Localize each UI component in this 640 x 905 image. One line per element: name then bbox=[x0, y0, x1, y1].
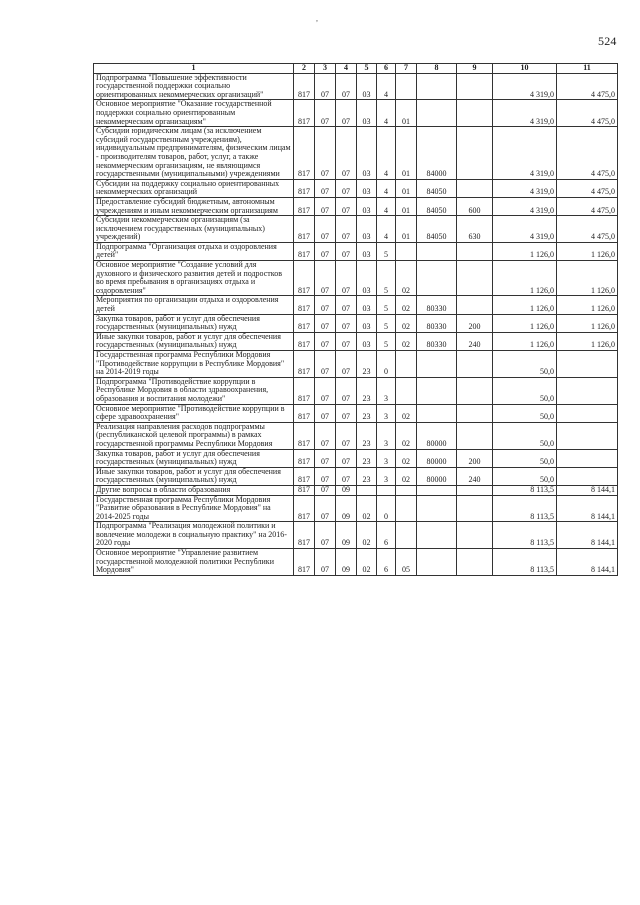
column-header: 3 bbox=[315, 64, 336, 74]
subsection-code-cell: 07 bbox=[336, 73, 357, 100]
subsection-code-cell: 07 bbox=[336, 261, 357, 296]
direction-code-cell bbox=[417, 485, 457, 495]
publisher-code-cell: 817 bbox=[294, 495, 315, 522]
amount-2018-cell: 4 319,0 bbox=[493, 179, 557, 197]
section-code-cell: 07 bbox=[315, 197, 336, 215]
expense-type-code-cell bbox=[457, 422, 493, 449]
row-name-cell: Государственная программа Республики Мордовия "Развитие образования в Республике Мордовия" на 2014-2025 годы bbox=[94, 495, 294, 522]
publisher-code-cell: 817 bbox=[294, 261, 315, 296]
event-code-cell bbox=[396, 351, 417, 378]
program-code-cell: 23 bbox=[357, 404, 377, 422]
row-name-cell: Мероприятия по организации отдыха и оздоровления детей bbox=[94, 296, 294, 314]
section-code-cell: 07 bbox=[315, 100, 336, 127]
event-code-cell: 01 bbox=[396, 216, 417, 243]
subprogram-code-cell: 4 bbox=[377, 179, 396, 197]
event-code-cell: 02 bbox=[396, 314, 417, 332]
amount-2019-cell: 4 475,0 bbox=[557, 100, 618, 127]
amount-2018-cell: 50,0 bbox=[493, 422, 557, 449]
event-code-cell bbox=[396, 377, 417, 404]
event-code-cell: 02 bbox=[396, 449, 417, 467]
subsection-code-cell: 09 bbox=[336, 549, 357, 576]
amount-2018-cell: 4 319,0 bbox=[493, 73, 557, 100]
event-code-cell: 01 bbox=[396, 100, 417, 127]
section-code-cell: 07 bbox=[315, 377, 336, 404]
row-name-cell: Основное мероприятие "Оказание государственной поддержки социально ориентированным некоммерческим организациям" bbox=[94, 100, 294, 127]
subprogram-code-cell: 5 bbox=[377, 242, 396, 260]
program-code-cell: 02 bbox=[357, 495, 377, 522]
event-code-cell: 05 bbox=[396, 549, 417, 576]
table-row bbox=[94, 467, 618, 485]
row-name-cell: Государственная программа Республики Мордовия "Противодействие коррупции в Республике Мордовия" на 2014-2019 годы bbox=[94, 351, 294, 378]
subsection-code-cell: 07 bbox=[336, 179, 357, 197]
amount-2018-cell: 1 126,0 bbox=[493, 332, 557, 350]
amount-2019-cell bbox=[557, 422, 618, 449]
subsection-code-cell: 07 bbox=[336, 404, 357, 422]
section-code-cell: 07 bbox=[315, 467, 336, 485]
publisher-code-cell: 817 bbox=[294, 522, 315, 549]
publisher-code-cell: 817 bbox=[294, 179, 315, 197]
amount-2019-cell bbox=[557, 449, 618, 467]
subprogram-code-cell: 3 bbox=[377, 377, 396, 404]
expense-type-code-cell bbox=[457, 127, 493, 180]
expense-type-code-cell bbox=[457, 485, 493, 495]
direction-code-cell bbox=[417, 377, 457, 404]
expense-type-code-cell bbox=[457, 404, 493, 422]
subsection-code-cell: 09 bbox=[336, 485, 357, 495]
publisher-code-cell: 817 bbox=[294, 100, 315, 127]
event-code-cell bbox=[396, 73, 417, 100]
table-row bbox=[94, 522, 618, 549]
row-name-cell: Основное мероприятие "Противодействие коррупции в сфере здравоохранения" bbox=[94, 404, 294, 422]
row-name-cell: Подпрограмма "Повышение эффективности государственной поддержки социально ориентированных некоммерческих организаций" bbox=[94, 73, 294, 100]
publisher-code-cell: 817 bbox=[294, 485, 315, 495]
section-code-cell: 07 bbox=[315, 449, 336, 467]
subsection-code-cell: 07 bbox=[336, 467, 357, 485]
amount-2019-cell: 8 144,1 bbox=[557, 522, 618, 549]
program-code-cell: 03 bbox=[357, 127, 377, 180]
row-name-cell: Предоставление субсидий бюджетным, автономным учреждениям и иным некоммерческим организациям bbox=[94, 197, 294, 215]
direction-code-cell bbox=[417, 351, 457, 378]
program-code-cell: 03 bbox=[357, 261, 377, 296]
subprogram-code-cell: 5 bbox=[377, 314, 396, 332]
expense-type-code-cell bbox=[457, 351, 493, 378]
row-name-cell: Субсидии юридическим лицам (за исключением субсидий государственным учреждениям), индивидуальным предпринимателям, физическим лицам - производителям товаров, работ, услуг, а также некоммерческим организациям, не являющимся государственными (муниципальными) учреждениями bbox=[94, 127, 294, 180]
program-code-cell: 23 bbox=[357, 377, 377, 404]
subsection-code-cell: 09 bbox=[336, 522, 357, 549]
amount-2018-cell: 8 113,5 bbox=[493, 522, 557, 549]
expense-type-code-cell bbox=[457, 242, 493, 260]
subsection-code-cell: 07 bbox=[336, 296, 357, 314]
program-code-cell: 03 bbox=[357, 100, 377, 127]
program-code-cell bbox=[357, 485, 377, 495]
amount-2019-cell: 1 126,0 bbox=[557, 296, 618, 314]
expense-type-code-cell bbox=[457, 522, 493, 549]
subsection-code-cell: 07 bbox=[336, 314, 357, 332]
table-row bbox=[94, 197, 618, 215]
event-code-cell: 01 bbox=[396, 127, 417, 180]
direction-code-cell: 84000 bbox=[417, 127, 457, 180]
direction-code-cell: 80330 bbox=[417, 314, 457, 332]
table-row bbox=[94, 422, 618, 449]
row-name-cell: Иные закупки товаров, работ и услуг для обеспечения государственных (муниципальных) нужд bbox=[94, 332, 294, 350]
section-code-cell: 07 bbox=[315, 314, 336, 332]
publisher-code-cell: 817 bbox=[294, 549, 315, 576]
publisher-code-cell: 817 bbox=[294, 422, 315, 449]
amount-2018-cell: 4 319,0 bbox=[493, 127, 557, 180]
program-code-cell: 03 bbox=[357, 73, 377, 100]
amount-2018-cell: 50,0 bbox=[493, 404, 557, 422]
table-row bbox=[94, 242, 618, 260]
publisher-code-cell: 817 bbox=[294, 332, 315, 350]
amount-2019-cell: 1 126,0 bbox=[557, 332, 618, 350]
subprogram-code-cell: 3 bbox=[377, 449, 396, 467]
column-header: 11 bbox=[557, 64, 618, 74]
direction-code-cell: 84050 bbox=[417, 179, 457, 197]
column-number-row bbox=[94, 64, 618, 74]
subprogram-code-cell: 5 bbox=[377, 261, 396, 296]
column-header: 1 bbox=[94, 64, 294, 74]
page-number: 524 bbox=[598, 34, 617, 48]
column-header: 6 bbox=[377, 64, 396, 74]
scan-mark: , bbox=[316, 14, 318, 23]
program-code-cell: 23 bbox=[357, 422, 377, 449]
section-code-cell: 07 bbox=[315, 495, 336, 522]
direction-code-cell bbox=[417, 404, 457, 422]
amount-2019-cell: 8 144,1 bbox=[557, 549, 618, 576]
amount-2019-cell: 4 475,0 bbox=[557, 197, 618, 215]
row-name-cell: Другие вопросы в области образования bbox=[94, 485, 294, 495]
event-code-cell bbox=[396, 242, 417, 260]
column-header: 7 bbox=[396, 64, 417, 74]
row-name-cell: Закупка товаров, работ и услуг для обеспечения государственных (муниципальных) нужд bbox=[94, 314, 294, 332]
section-code-cell: 07 bbox=[315, 296, 336, 314]
direction-code-cell: 80330 bbox=[417, 296, 457, 314]
section-code-cell: 07 bbox=[315, 73, 336, 100]
section-code-cell: 07 bbox=[315, 422, 336, 449]
expense-type-code-cell: 200 bbox=[457, 449, 493, 467]
row-name-cell: Подпрограмма "Организация отдыха и оздоровления детей" bbox=[94, 242, 294, 260]
expense-type-code-cell bbox=[457, 261, 493, 296]
publisher-code-cell: 817 bbox=[294, 314, 315, 332]
row-name-cell: Субсидии на поддержку социально ориентированных некоммерческих организаций bbox=[94, 179, 294, 197]
subsection-code-cell: 07 bbox=[336, 216, 357, 243]
program-code-cell: 03 bbox=[357, 332, 377, 350]
expense-type-code-cell: 600 bbox=[457, 197, 493, 215]
program-code-cell: 03 bbox=[357, 179, 377, 197]
section-code-cell: 07 bbox=[315, 485, 336, 495]
table-row bbox=[94, 549, 618, 576]
column-header: 2 bbox=[294, 64, 315, 74]
section-code-cell: 07 bbox=[315, 549, 336, 576]
amount-2019-cell: 4 475,0 bbox=[557, 179, 618, 197]
section-code-cell: 07 bbox=[315, 242, 336, 260]
subsection-code-cell: 07 bbox=[336, 332, 357, 350]
expense-type-code-cell bbox=[457, 377, 493, 404]
row-name-cell: Субсидии некоммерческим организациям (за исключением государственных (муниципальных) учреждений) bbox=[94, 216, 294, 243]
amount-2019-cell: 4 475,0 bbox=[557, 127, 618, 180]
table-row bbox=[94, 404, 618, 422]
subprogram-code-cell: 3 bbox=[377, 422, 396, 449]
budget-table bbox=[93, 63, 618, 576]
column-header: 4 bbox=[336, 64, 357, 74]
subsection-code-cell: 07 bbox=[336, 422, 357, 449]
row-name-cell: Подпрограмма "Противодействие коррупции в Республике Мордовия в области здравоохранения, образования и воспитания молодежи" bbox=[94, 377, 294, 404]
subsection-code-cell: 07 bbox=[336, 242, 357, 260]
table-row bbox=[94, 449, 618, 467]
column-header: 8 bbox=[417, 64, 457, 74]
column-header: 9 bbox=[457, 64, 493, 74]
table-row bbox=[94, 296, 618, 314]
program-code-cell: 23 bbox=[357, 351, 377, 378]
budget-table-body bbox=[94, 73, 618, 575]
table-row bbox=[94, 495, 618, 522]
amount-2019-cell: 1 126,0 bbox=[557, 314, 618, 332]
expense-type-code-cell: 240 bbox=[457, 467, 493, 485]
expense-type-code-cell bbox=[457, 100, 493, 127]
subprogram-code-cell: 4 bbox=[377, 100, 396, 127]
publisher-code-cell: 817 bbox=[294, 351, 315, 378]
expense-type-code-cell: 200 bbox=[457, 314, 493, 332]
amount-2019-cell: 4 475,0 bbox=[557, 216, 618, 243]
program-code-cell: 03 bbox=[357, 197, 377, 215]
publisher-code-cell: 817 bbox=[294, 127, 315, 180]
amount-2019-cell: 8 144,1 bbox=[557, 485, 618, 495]
event-code-cell: 02 bbox=[396, 332, 417, 350]
direction-code-cell bbox=[417, 242, 457, 260]
table-row bbox=[94, 332, 618, 350]
subsection-code-cell: 07 bbox=[336, 351, 357, 378]
subprogram-code-cell: 0 bbox=[377, 495, 396, 522]
event-code-cell bbox=[396, 485, 417, 495]
table-row bbox=[94, 261, 618, 296]
publisher-code-cell: 817 bbox=[294, 296, 315, 314]
expense-type-code-cell bbox=[457, 296, 493, 314]
subprogram-code-cell: 4 bbox=[377, 216, 396, 243]
table-row bbox=[94, 485, 618, 495]
row-name-cell: Основное мероприятие "Управление развитием государственной молодежной политики Республики Мордовия" bbox=[94, 549, 294, 576]
row-name-cell: Закупка товаров, работ и услуг для обеспечения государственных (муниципальных) нужд bbox=[94, 449, 294, 467]
amount-2019-cell: 1 126,0 bbox=[557, 242, 618, 260]
table-row bbox=[94, 73, 618, 100]
amount-2018-cell: 8 113,5 bbox=[493, 549, 557, 576]
direction-code-cell: 80000 bbox=[417, 422, 457, 449]
direction-code-cell: 84050 bbox=[417, 197, 457, 215]
subprogram-code-cell: 4 bbox=[377, 127, 396, 180]
expense-type-code-cell: 630 bbox=[457, 216, 493, 243]
direction-code-cell bbox=[417, 522, 457, 549]
publisher-code-cell: 817 bbox=[294, 377, 315, 404]
amount-2018-cell: 1 126,0 bbox=[493, 261, 557, 296]
program-code-cell: 02 bbox=[357, 549, 377, 576]
row-name-cell: Реализация направления расходов подпрограммы (республиканской целевой программы) в рамках государственной программы Республики Мордовия bbox=[94, 422, 294, 449]
publisher-code-cell: 817 bbox=[294, 73, 315, 100]
amount-2018-cell: 1 126,0 bbox=[493, 314, 557, 332]
amount-2018-cell: 50,0 bbox=[493, 467, 557, 485]
section-code-cell: 07 bbox=[315, 522, 336, 549]
publisher-code-cell: 817 bbox=[294, 404, 315, 422]
section-code-cell: 07 bbox=[315, 127, 336, 180]
publisher-code-cell: 817 bbox=[294, 197, 315, 215]
subprogram-code-cell: 0 bbox=[377, 351, 396, 378]
direction-code-cell bbox=[417, 261, 457, 296]
table-row bbox=[94, 216, 618, 243]
amount-2018-cell: 50,0 bbox=[493, 377, 557, 404]
program-code-cell: 03 bbox=[357, 242, 377, 260]
amount-2018-cell: 8 113,5 bbox=[493, 485, 557, 495]
amount-2019-cell bbox=[557, 404, 618, 422]
table-row bbox=[94, 314, 618, 332]
table-row bbox=[94, 179, 618, 197]
event-code-cell bbox=[396, 495, 417, 522]
amount-2019-cell: 4 475,0 bbox=[557, 73, 618, 100]
direction-code-cell bbox=[417, 549, 457, 576]
subsection-code-cell: 07 bbox=[336, 197, 357, 215]
amount-2018-cell: 8 113,5 bbox=[493, 495, 557, 522]
subsection-code-cell: 07 bbox=[336, 100, 357, 127]
event-code-cell: 02 bbox=[396, 261, 417, 296]
event-code-cell: 02 bbox=[396, 404, 417, 422]
program-code-cell: 03 bbox=[357, 216, 377, 243]
program-code-cell: 23 bbox=[357, 449, 377, 467]
table-row bbox=[94, 377, 618, 404]
subprogram-code-cell bbox=[377, 485, 396, 495]
subsection-code-cell: 07 bbox=[336, 377, 357, 404]
expense-type-code-cell: 240 bbox=[457, 332, 493, 350]
expense-type-code-cell bbox=[457, 179, 493, 197]
program-code-cell: 23 bbox=[357, 467, 377, 485]
amount-2019-cell bbox=[557, 377, 618, 404]
table-row bbox=[94, 351, 618, 378]
publisher-code-cell: 817 bbox=[294, 242, 315, 260]
row-name-cell: Подпрограмма "Реализация молодежной политики и вовлечение молодежи в социальную практику" на 2016-2020 годы bbox=[94, 522, 294, 549]
amount-2018-cell: 50,0 bbox=[493, 351, 557, 378]
section-code-cell: 07 bbox=[315, 351, 336, 378]
subprogram-code-cell: 3 bbox=[377, 404, 396, 422]
amount-2018-cell: 4 319,0 bbox=[493, 216, 557, 243]
direction-code-cell bbox=[417, 100, 457, 127]
column-header: 5 bbox=[357, 64, 377, 74]
amount-2019-cell: 1 126,0 bbox=[557, 261, 618, 296]
section-code-cell: 07 bbox=[315, 332, 336, 350]
amount-2018-cell: 4 319,0 bbox=[493, 100, 557, 127]
direction-code-cell: 80330 bbox=[417, 332, 457, 350]
publisher-code-cell: 817 bbox=[294, 216, 315, 243]
event-code-cell bbox=[396, 522, 417, 549]
expense-type-code-cell bbox=[457, 549, 493, 576]
amount-2018-cell: 1 126,0 bbox=[493, 242, 557, 260]
row-name-cell: Основное мероприятие "Создание условий для духовного и физического развития детей и подростков во время пребывания в организациях отдыха и оздоровления" bbox=[94, 261, 294, 296]
program-code-cell: 03 bbox=[357, 296, 377, 314]
program-code-cell: 03 bbox=[357, 314, 377, 332]
event-code-cell: 02 bbox=[396, 296, 417, 314]
direction-code-cell bbox=[417, 495, 457, 522]
amount-2019-cell: 8 144,1 bbox=[557, 495, 618, 522]
expense-type-code-cell bbox=[457, 495, 493, 522]
event-code-cell: 01 bbox=[396, 179, 417, 197]
event-code-cell: 02 bbox=[396, 467, 417, 485]
column-header: 10 bbox=[493, 64, 557, 74]
subprogram-code-cell: 5 bbox=[377, 296, 396, 314]
subprogram-code-cell: 4 bbox=[377, 197, 396, 215]
section-code-cell: 07 bbox=[315, 261, 336, 296]
amount-2019-cell bbox=[557, 467, 618, 485]
event-code-cell: 01 bbox=[396, 197, 417, 215]
subprogram-code-cell: 3 bbox=[377, 467, 396, 485]
subprogram-code-cell: 6 bbox=[377, 522, 396, 549]
expense-type-code-cell bbox=[457, 73, 493, 100]
amount-2018-cell: 50,0 bbox=[493, 449, 557, 467]
amount-2018-cell: 1 126,0 bbox=[493, 296, 557, 314]
event-code-cell: 02 bbox=[396, 422, 417, 449]
subprogram-code-cell: 4 bbox=[377, 73, 396, 100]
table-row bbox=[94, 127, 618, 180]
table-row bbox=[94, 100, 618, 127]
amount-2019-cell bbox=[557, 351, 618, 378]
direction-code-cell: 80000 bbox=[417, 449, 457, 467]
section-code-cell: 07 bbox=[315, 216, 336, 243]
publisher-code-cell: 817 bbox=[294, 449, 315, 467]
program-code-cell: 02 bbox=[357, 522, 377, 549]
subprogram-code-cell: 6 bbox=[377, 549, 396, 576]
direction-code-cell bbox=[417, 73, 457, 100]
subsection-code-cell: 07 bbox=[336, 127, 357, 180]
subprogram-code-cell: 5 bbox=[377, 332, 396, 350]
direction-code-cell: 80000 bbox=[417, 467, 457, 485]
publisher-code-cell: 817 bbox=[294, 467, 315, 485]
amount-2018-cell: 4 319,0 bbox=[493, 197, 557, 215]
row-name-cell: Иные закупки товаров, работ и услуг для обеспечения государственных (муниципальных) нужд bbox=[94, 467, 294, 485]
subsection-code-cell: 07 bbox=[336, 449, 357, 467]
subsection-code-cell: 09 bbox=[336, 495, 357, 522]
section-code-cell: 07 bbox=[315, 179, 336, 197]
section-code-cell: 07 bbox=[315, 404, 336, 422]
direction-code-cell: 84050 bbox=[417, 216, 457, 243]
